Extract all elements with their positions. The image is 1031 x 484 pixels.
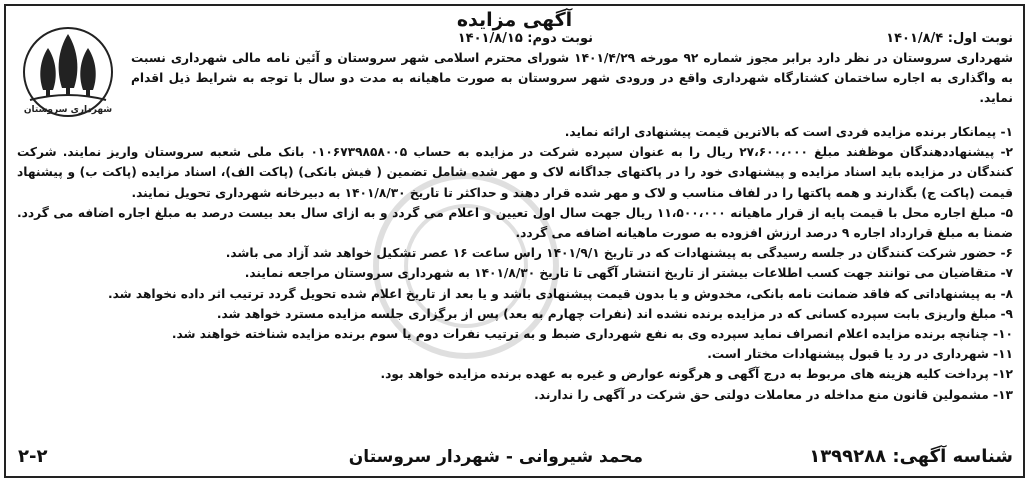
clause-item: ۲- پیشنهاددهندگان موظفند مبلغ ۲۷،۶۰۰،۰۰۰ ریال را به عنوان سپرده شرکت در مزایده به حساب ۰۱۰۶۷۳۹۸۵۸۰۰۵ بانک ملی شعبه سروستان واریز نمایند. شرکت کنندگان در مزایده باید اسناد مزایده و پیشنهادی خود را در پاکتهای جداگانه لاک و مهر شده شامل تضمین ( فیش بانکی) (پاکت الف)، اسناد مزایده (پاکت ب) و پیشنهاد قیمت (پاکت ج) بگذارند و همه پاکتها را در لفاف مناسب و لاک و مهر شده قرار دهند و حداکثر تا تاریخ ۱۴۰۱/۸/۳۰ به دبیرخانه شهرداری تحویل نمایند.	[17, 145, 1013, 200]
clauses-list	[17, 122, 1013, 405]
clause-item: ۵- مبلغ اجاره محل با قیمت پایه از قرار ماهیانه ۱۱،۵۰۰،۰۰۰ ریال جهت سال اول تعیین و اعلام می گردد و به ازای سال بعد بیست درصد به مبلغ اجاره اضافه می گردد. ضمنا به مبلغ قرارداد اجاره ۹ درصد ارزش افزوده به صورت ماهیانه اضافه می گردد.	[17, 205, 1013, 241]
notice-title: آگهی مزایده	[456, 9, 573, 31]
first-publication-date: نوبت اول: ۱۴۰۱/۸/۴	[886, 31, 1013, 46]
clause-item: ۱۲- پرداخت کلیه هزینه های مربوط به درج آگهی و هرگونه عوارض و غیره به عهده برنده مزایده خواهد بود.	[380, 367, 1013, 382]
notice-footer	[6, 442, 1023, 472]
second-publication-date: نوبت دوم: ۱۴۰۱/۸/۱۵	[457, 31, 593, 46]
clause-item: ۹- مبلغ واریزی بابت سپرده کسانی که در مزایده برنده نشده اند (نفرات چهارم به بعد) پس از برگزاری جلسه مزایده مسترد خواهد شد.	[216, 306, 1013, 321]
ad-id: شناسه آگهی: ۱۳۹۹۲۸۸	[809, 446, 1013, 467]
page-number: ۲-۲	[18, 446, 48, 467]
clause-item: ۸- به پیشنهاداتی که فاقد ضمانت نامه بانکی، مخدوش و یا بدون قیمت پیشنهادی باشد و یا بعد از تاریخ اعلام شده تحویل گردد ترتیب اثر داده نخواهد شد.	[108, 286, 1013, 301]
clause-item: ۱۰- چنانچه برنده مزایده اعلام انصراف نماید سپرده وی به نفع شهرداری ضبط و به ترتیب نفرات دوم یا سوم برنده مزایده شناخته خواهند شد.	[171, 327, 1013, 342]
cypress-trees-icon	[20, 26, 116, 122]
clause-item: ۱۳- مشمولین قانون منع مداخله در معاملات دولتی حق شرکت در آگهی را ندارند.	[534, 387, 1013, 402]
municipality-logo	[20, 26, 116, 122]
clause-item: ۱- پیمانکار برنده مزایده فردی است که بالاترین قیمت پیشنهادی ارائه نماید.	[564, 125, 1013, 139]
signer: محمد شیروانی - شهردار سروستان	[348, 447, 643, 467]
auction-notice	[4, 4, 1025, 478]
clause-item: ۱۱- شهرداری در رد یا قبول پیشنهادات مختار است.	[707, 347, 1013, 362]
clause-item: ۶- حضور شرکت کنندگان در جلسه رسیدگی به پیشنهادات که در تاریخ ۱۴۰۱/۹/۱ راس ساعت ۱۶ عصر تشکیل خواهد شد آزاد می باشد.	[225, 246, 1013, 261]
logo-caption: شهرداری سروستان	[23, 105, 113, 115]
clause-item: ۷- متقاضیان می توانند جهت کسب اطلاعات بیشتر از تاریخ انتشار آگهی تا تاریخ ۱۴۰۱/۸/۳۰ به شهرداری سروستان مراجعه نمایند.	[244, 266, 1013, 281]
intro-paragraph: شهرداری سروستان در نظر دارد برابر مجوز شماره ۹۲ مورخه ۱۴۰۱/۴/۲۹ شورای محترم اسلامی شهر سروستان و آئین نامه مالی شهرداری نسبت به واگذاری به اجاره ساختمان کشتارگاه شهرداری واقع در ورودی شهر سروستان به صورت ماهیانه به مدت دو سال با توجه به شرایط ذیل اقدام نماید.	[131, 51, 1013, 105]
